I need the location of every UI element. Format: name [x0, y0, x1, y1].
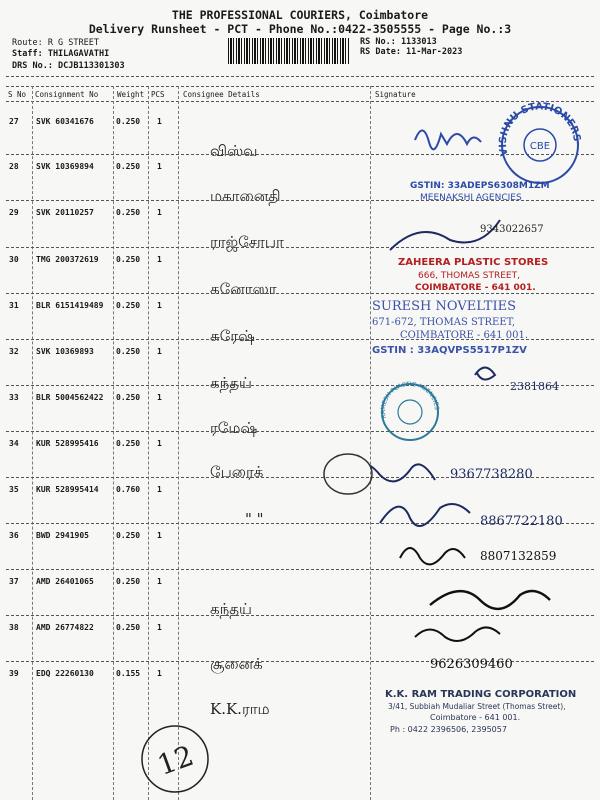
row-sno: 34: [9, 439, 19, 448]
row-consignee: மகானைதி: [210, 187, 281, 205]
runsheet-title: Delivery Runsheet - PCT - Phone No.:0422-3505555 - Page No.:3: [88, 22, 512, 36]
row-weight: 0.250: [116, 255, 141, 264]
meenakshi-agencies: MEENAKSHI AGENCIES: [420, 193, 522, 203]
signature-area: [370, 100, 600, 800]
row-pcs: 1: [157, 117, 162, 126]
row-sno: 27: [9, 117, 19, 126]
circle-mark: [320, 448, 380, 500]
row-pcs: 1: [157, 255, 162, 264]
row-sno: 33: [9, 393, 19, 402]
rs-number: RS No.: 1133013: [360, 37, 437, 47]
row-consignee: விஸ்வ: [210, 142, 258, 160]
signature-r38: [415, 627, 500, 641]
row-pcs: 1: [157, 393, 162, 402]
sig-phone-r34: 9367738280: [450, 467, 533, 482]
sig-phone-r36: 8807132859: [480, 549, 557, 563]
page-mark-circle: [138, 722, 212, 796]
suresh-addr1: 671-672, THOMAS STREET,: [372, 317, 516, 328]
ram-phone: Ph : 0422 2396506, 2395057: [390, 725, 507, 734]
col-signature: Signature: [375, 90, 416, 99]
row-consignment: SVK 10369894: [36, 162, 94, 171]
signature-r32: [475, 368, 495, 380]
column-divider: [178, 86, 179, 800]
row-weight: 0.250: [116, 117, 141, 126]
row-pcs: 1: [157, 347, 162, 356]
suresh-name: SURESH NOVELTIES: [372, 299, 516, 314]
row-consignee: பேரைக்: [210, 463, 264, 481]
row-sno: 36: [9, 531, 19, 540]
row-weight: 0.250: [116, 393, 141, 402]
row-weight: 0.155: [116, 669, 141, 678]
col-weight: Weight: [117, 90, 145, 99]
sig-phone-r32: 2381864: [510, 380, 559, 393]
staff-label: Staff: THILAGAVATHI: [12, 49, 110, 59]
row-weight: 0.250: [116, 577, 141, 586]
row-consignment: BWD 2941905: [36, 531, 89, 540]
row-weight: 0.250: [116, 623, 141, 632]
row-weight: 0.250: [116, 162, 141, 171]
suresh-addr2: COIMBATORE - 641 001.: [400, 330, 529, 341]
row-consignee: ராஜ்சோபா: [210, 233, 284, 251]
sig-phone-r29: 9343022657: [480, 224, 544, 235]
row-consignee: " ": [245, 510, 264, 528]
zaheera-name: ZAHEERA PLASTIC STORES: [398, 257, 549, 268]
row-pcs: 1: [157, 623, 162, 632]
vishnu-stamp: [498, 101, 582, 183]
row-pcs: 1: [157, 577, 162, 586]
row-consignee: சூனைக்: [210, 655, 263, 673]
row-consignment: SVK 20110257: [36, 208, 94, 217]
row-sno: 31: [9, 301, 19, 310]
row-consignment: AMD 26774822: [36, 623, 94, 632]
row-weight: 0.250: [116, 439, 141, 448]
row-sno: 29: [9, 208, 19, 217]
column-divider: [32, 86, 33, 800]
row-consignee: கந்தய்: [210, 374, 252, 392]
vishnu-name: VISHNU STATIONERS: [497, 101, 583, 157]
zaheera-addr2: COIMBATORE - 641 001.: [415, 283, 536, 293]
ramesh-name: RAMESH PLASTIC AGENCIES: [379, 380, 441, 420]
ram-addr1: 3/41, Subbiah Mudaliar Street (Thomas Street),: [388, 702, 566, 711]
row-weight: 0.250: [116, 531, 141, 540]
col-consignee: Consignee Details: [183, 90, 260, 99]
row-consignment: EDQ 22260130: [36, 669, 94, 678]
col-sno: S No: [8, 90, 27, 99]
signature-r36: [400, 548, 465, 564]
row-pcs: 1: [157, 669, 162, 678]
row-consignment: KUR 528995414: [36, 485, 99, 494]
row-sno: 30: [9, 255, 19, 264]
row-pcs: 1: [157, 208, 162, 217]
row-consignment: BLR 5004562422: [36, 393, 104, 402]
row-weight: 0.250: [116, 301, 141, 310]
vishnu-city: CBE: [529, 141, 551, 152]
row-sno: 28: [9, 162, 19, 171]
divider: [6, 76, 594, 77]
row-consignment: BLR 6151419489: [36, 301, 104, 310]
col-pcs: PCS: [151, 90, 165, 99]
row-sno: 38: [9, 623, 19, 632]
row-pcs: 1: [157, 531, 162, 540]
row-consignment: TMG 200372619: [36, 255, 99, 264]
row-consignee: ரமேஷ்: [210, 419, 258, 437]
col-consignment: Consignment No: [35, 90, 99, 99]
row-sno: 32: [9, 347, 19, 356]
row-consignment: SVK 10369893: [36, 347, 94, 356]
row-consignee: கந்தய்: [210, 600, 252, 618]
row-weight: 0.760: [116, 485, 141, 494]
row-consignee: சுரேஷ்: [210, 327, 255, 345]
column-divider: [113, 86, 114, 800]
row-consignment: SVK 60341676: [36, 117, 94, 126]
zaheera-addr1: 666, THOMAS STREET,: [418, 271, 520, 281]
row-consignee: K.K.ராம: [210, 700, 270, 718]
column-divider: [148, 86, 149, 800]
ram-name: K.K. RAM TRADING CORPORATION: [385, 689, 577, 700]
row-pcs: 1: [157, 485, 162, 494]
drs-label: DRS No.: DCJB113301303: [12, 61, 125, 71]
gstin-meenakshi: GSTIN: 33ADEPS6308M1ZM: [410, 181, 550, 191]
signature-r27: [415, 130, 481, 149]
row-sno: 37: [9, 577, 19, 586]
signature-r37: [430, 591, 550, 609]
row-consignment: AMD 26401065: [36, 577, 94, 586]
row-consignee: கனோஸா: [210, 280, 277, 298]
page-mark: 12: [153, 738, 198, 783]
row-weight: 0.250: [116, 347, 141, 356]
row-sno: 39: [9, 669, 19, 678]
sig-phone-r35: 8867722180: [480, 514, 563, 529]
row-sno: 35: [9, 485, 19, 494]
row-weight: 0.250: [116, 208, 141, 217]
company-title: THE PROFESSIONAL COURIERS, Coimbatore: [171, 8, 429, 22]
rs-date: RS Date: 11-Mar-2023: [360, 47, 463, 57]
row-pcs: 1: [157, 439, 162, 448]
signature-r35: [380, 504, 470, 526]
sig-phone-r38: 9626309460: [430, 657, 513, 672]
suresh-gstin: GSTIN : 33AQVPS5517P1ZV: [372, 345, 527, 356]
ram-addr2: Coimbatore - 641 001.: [430, 713, 521, 722]
row-pcs: 1: [157, 301, 162, 310]
divider: [6, 86, 594, 87]
row-consignment: KUR 528995416: [36, 439, 99, 448]
row-pcs: 1: [157, 162, 162, 171]
barcode: [228, 38, 350, 64]
route-label: Route: R G STREET: [12, 38, 99, 48]
ramesh-stamp: [380, 381, 440, 440]
